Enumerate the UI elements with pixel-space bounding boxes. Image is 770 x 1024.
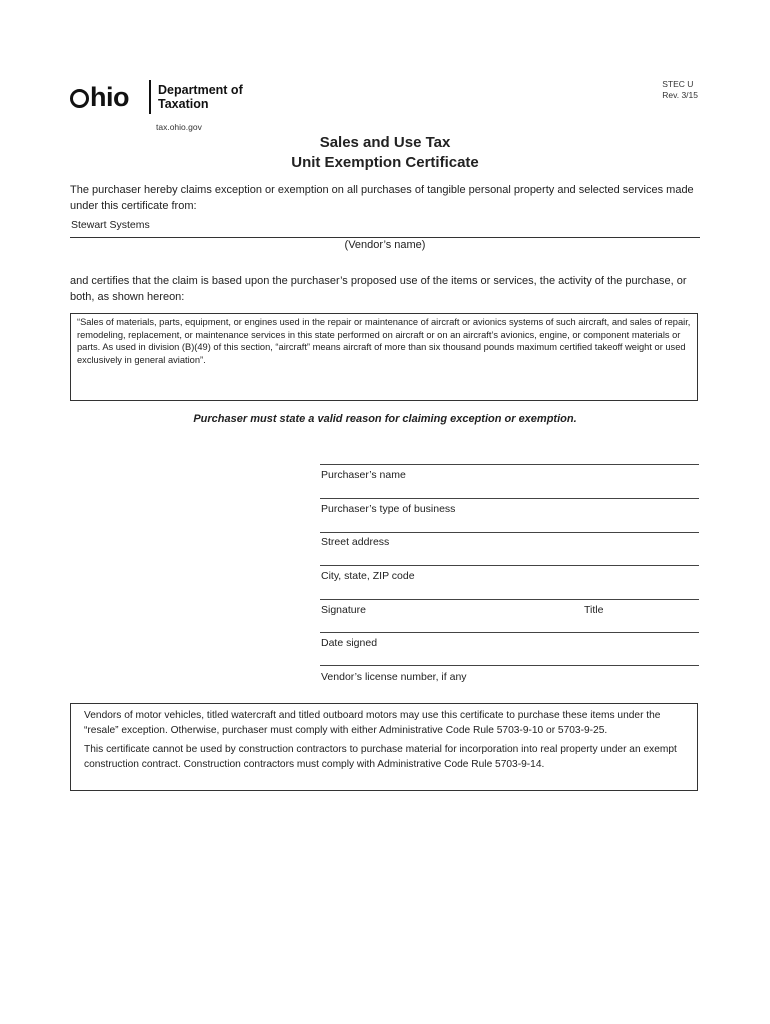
note-resale: Vendors of motor vehicles, titled watercraft and titled outboard motors may use this certificate to purchase these items under the “resale” exception. Otherwise, purchaser must comply with either Administrative Code Rule 5703-9-10 or 5703-9-25. <box>84 710 661 736</box>
purchaser-name-label: Purchaser’s name <box>321 469 406 481</box>
logo-department <box>158 83 243 111</box>
page-title-line-2: Unit Exemption Certificate <box>291 154 479 171</box>
license-number-label: Vendor’s license number, if any <box>321 671 467 683</box>
form-id: STEC U <box>662 79 694 89</box>
logo-divider <box>149 80 151 114</box>
date-signed-label: Date signed <box>321 637 378 649</box>
logo-word: hio <box>90 82 129 112</box>
business-type-label: Purchaser’s type of business <box>321 503 456 515</box>
signature-input-line[interactable] <box>320 599 699 600</box>
vendor-name-label: (Vendor’s name) <box>344 239 426 251</box>
street-address-input-line[interactable] <box>320 532 699 533</box>
certifies-paragraph: and certifies that the claim is based upon the purchaser’s proposed use of the items or services, the activity of the purchase, or both, as shown hereon: <box>70 275 687 303</box>
form-revision: Rev. 3/15 <box>662 90 698 100</box>
city-state-zip-input-line[interactable] <box>320 565 699 566</box>
vendor-name-underline <box>70 237 700 238</box>
page-title-line-1: Sales and Use Tax <box>319 134 451 151</box>
signature-label: Signature <box>321 604 366 616</box>
website-url: tax.ohio.gov <box>156 122 202 132</box>
dept-line-2: Taxation <box>158 97 209 111</box>
note-contractors: This certificate cannot be used by construction contractors to purchase material for incorporation into real property under an exempt construction contract. Construction contractors must comply with Administrative Code Rule 5703-9-14. <box>84 744 677 770</box>
form-id-block <box>662 79 698 101</box>
purchaser-name-input-line[interactable] <box>320 464 699 465</box>
vendor-name-field[interactable]: Stewart Systems <box>71 219 150 231</box>
reason-text-box[interactable]: “Sales of materials, parts, equipment, or engines used in the repair or maintenance of aircraft or avionics systems of such aircraft, and sales of repair, remodeling, replacement, or maintenance services in this state performed on aircraft or on an aircraft’s avionics, engine, or component materials or parts. As used in division (B)(49) of this section, “aircraft” means aircraft of more than six thousand pounds maximum certified takeoff weight or used exclusively in general aviation”. <box>70 313 698 401</box>
logo-wordmark <box>70 82 129 113</box>
logo-o-circle <box>70 89 89 108</box>
reason-requirement-note: Purchaser must state a valid reason for claiming exception or exemption. <box>193 413 577 425</box>
city-state-zip-label: City, state, ZIP code <box>321 570 415 582</box>
street-address-label: Street address <box>321 536 390 548</box>
ohio-taxation-logo <box>70 78 270 118</box>
title-label: Title <box>584 604 604 616</box>
notes-box <box>70 703 698 791</box>
intro-paragraph: The purchaser hereby claims exception or exemption on all purchases of tangible personal property and selected services made under this certificate from: <box>70 184 694 212</box>
date-signed-input-line[interactable] <box>320 632 699 633</box>
dept-line-1: Department of <box>158 83 243 97</box>
business-type-input-line[interactable] <box>320 498 699 499</box>
license-number-input-line[interactable] <box>320 665 699 666</box>
